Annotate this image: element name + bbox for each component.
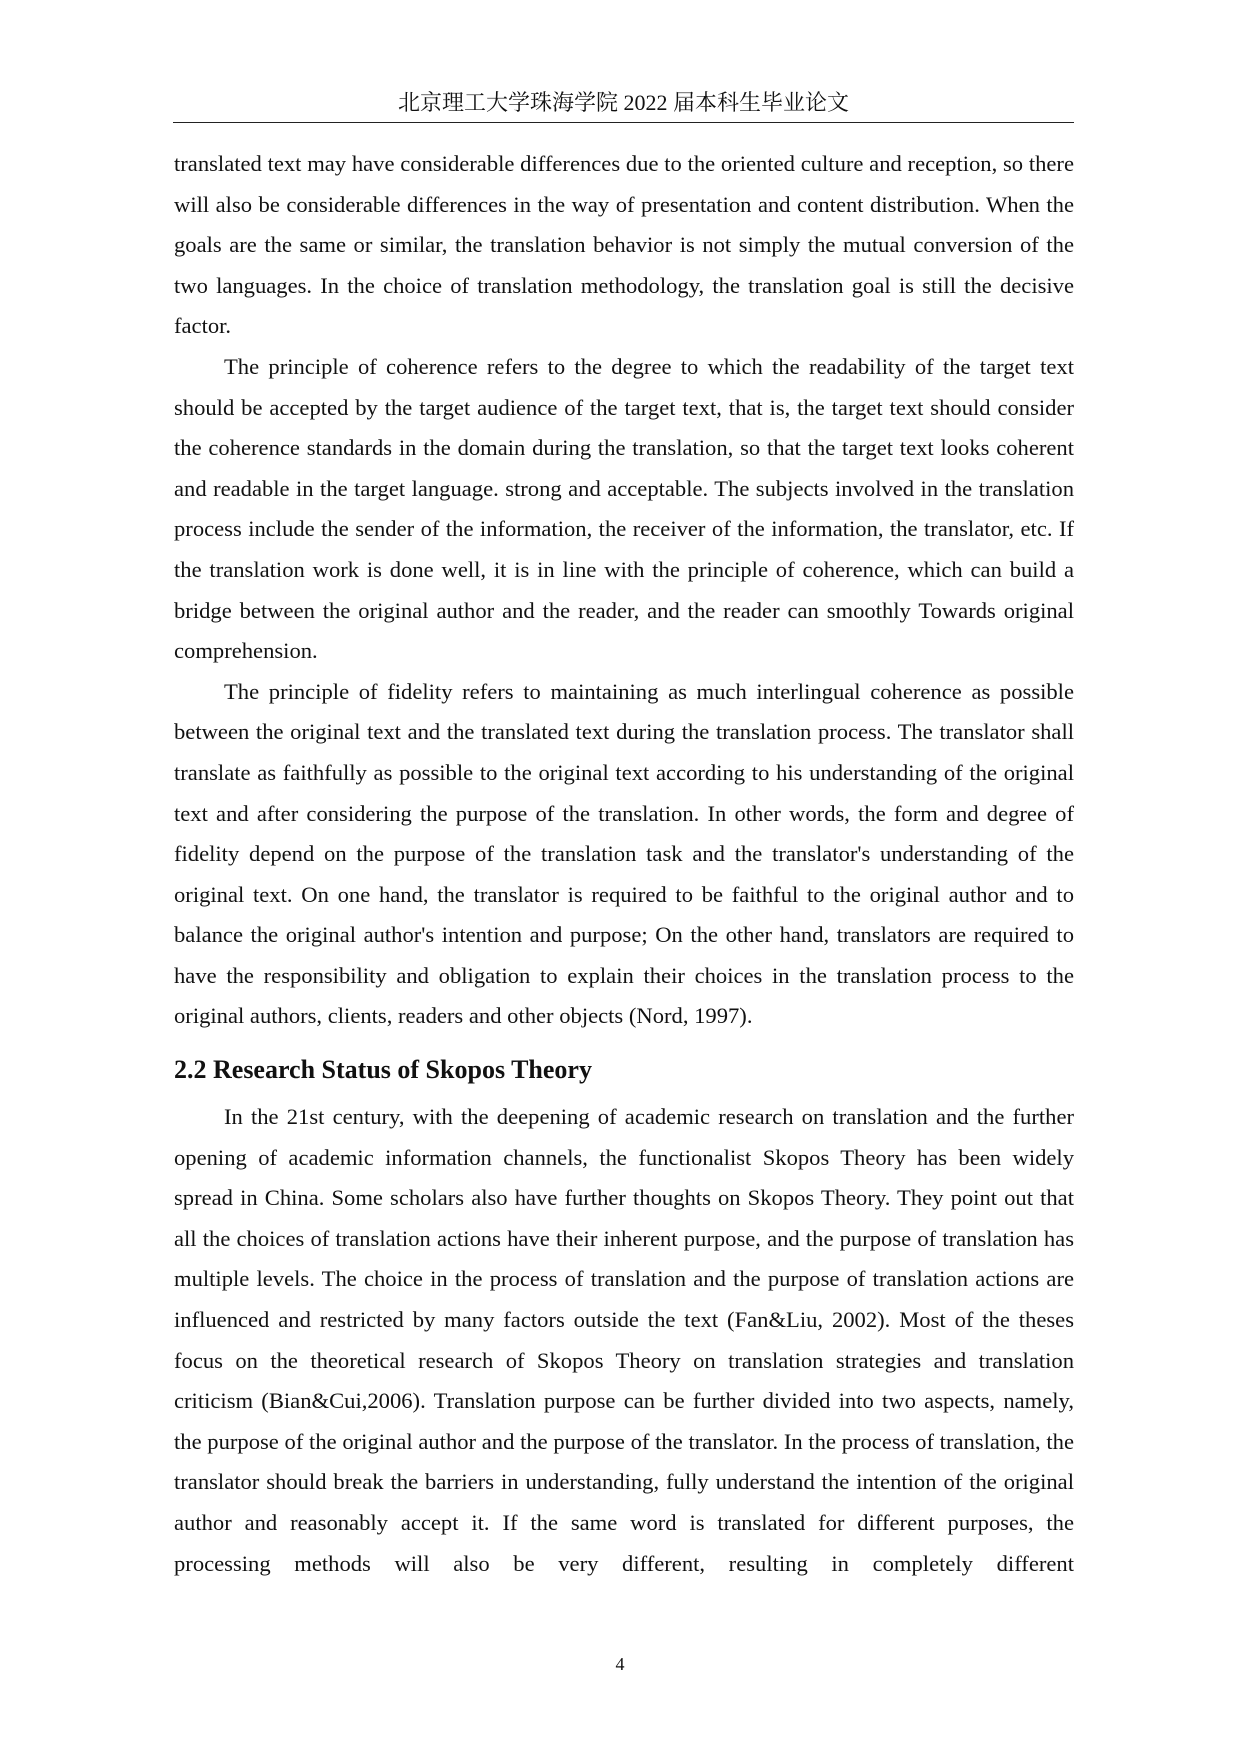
- paragraph-fidelity-principle: The principle of fidelity refers to maintaining as much interlingual coherence as possible between the original text and the translated text during the translation process. The translator shall translate as faithfully as possible to the original text according to his understanding of the original text and after considering the purpose of the translation. In other words, the form and degree of fidelity depend on the purpose of the translation task and the translator's understanding of the original text. On one hand, the translator is required to be faithful to the original author and to balance the original author's intention and purpose; On the other hand, translators are required to have the responsibility and obligation to explain their choices in the translation process to the original authors, clients, readers and other objects (Nord, 1997).: [174, 678, 1074, 1029]
- section-heading: 2.2 Research Status of Skopos Theory: [174, 1055, 592, 1085]
- paragraph-continued: translated text may have considerable differences due to the oriented culture and reception, so there will also be considerable differences in the way of presentation and content distribution. When the goals are the same or similar, the translation behavior is not simply the mutual conversion of the two languages. In the choice of translation methodology, the translation goal is still the decisive factor.: [174, 151, 1074, 339]
- header-rule: [173, 122, 1074, 123]
- running-header: 北京理工大学珠海学院 2022 届本科生毕业论文: [397, 90, 849, 115]
- body-text: [174, 144, 1074, 1584]
- paragraph-research-status: In the 21st century, with the deepening of academic research on translation and the further opening of academic information channels, the functionalist Skopos Theory has been widely spread in China. Some scholars also have further thoughts on Skopos Theory. They point out that all the choices of translation actions have their inherent purpose, and the purpose of translation has multiple levels. The choice in the process of translation and the purpose of translation actions are influenced and restricted by many factors outside the text (Fan&Liu, 2002). Most of the theses focus on the theoretical research of Skopos Theory on translation strategies and translation criticism (Bian&Cui,2006). Translation purpose can be further divided into two aspects, namely, the purpose of the original author and the purpose of the translator. In the process of translation, the translator should break the barriers in understanding, fully understand the intention of the original author and reasonably accept it. If the same word is translated for different purposes, the processing methods will also be very different, resulting in completely different: [174, 1104, 1074, 1576]
- paragraph-coherence-principle: The principle of coherence refers to the degree to which the readability of the target text should be accepted by the target audience of the target text, that is, the target text should consider the coherence standards in the domain during the translation, so that the target text looks coherent and readable in the target language. strong and acceptable. The subjects involved in the translation process include the sender of the information, the receiver of the information, the translator, etc. If the translation work is done well, it is in line with the principle of coherence, which can build a bridge between the original author and the reader, and the reader can smoothly Towards original comprehension.: [174, 353, 1074, 664]
- page-number: 4: [615, 1654, 625, 1674]
